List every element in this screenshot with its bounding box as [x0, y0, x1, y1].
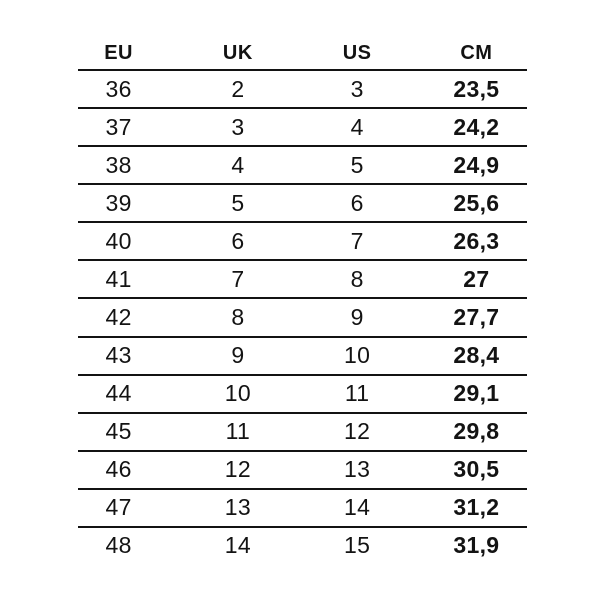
table-row — [59, 70, 536, 108]
table-row — [59, 298, 536, 336]
cell-cm: 28,4 — [453, 342, 500, 369]
table-header-row — [59, 36, 536, 70]
cell-uk: 11 — [225, 418, 251, 445]
cell-cm: 24,9 — [453, 151, 500, 178]
cell-eu: 45 — [105, 418, 132, 445]
cell-eu: 40 — [105, 227, 132, 254]
cell-cm: 27 — [463, 265, 490, 292]
cell-uk: 6 — [231, 227, 245, 254]
cell-eu: 39 — [105, 189, 132, 216]
cell-eu: 42 — [105, 304, 132, 330]
cell-cm: 31,9 — [453, 532, 500, 559]
cell-eu: 36 — [105, 75, 132, 102]
cell-us: 6 — [350, 189, 364, 216]
cell-us: 4 — [350, 113, 364, 140]
cell-eu: 41 — [105, 265, 132, 292]
cell-eu: 44 — [105, 380, 132, 407]
cell-eu: 46 — [105, 456, 132, 483]
table-row — [59, 260, 536, 298]
cell-us: 13 — [344, 456, 371, 483]
cell-us: 10 — [344, 342, 371, 369]
size-conversion-table — [59, 36, 536, 565]
column-header-us: US — [342, 41, 372, 64]
cell-eu: 37 — [105, 113, 132, 140]
table-row — [59, 527, 536, 565]
cell-cm: 23,5 — [453, 75, 500, 102]
table-row — [59, 337, 536, 375]
cell-us: 5 — [350, 151, 364, 178]
cell-us: 12 — [344, 418, 371, 445]
cell-uk: 9 — [231, 342, 245, 369]
column-header-uk: UK — [222, 41, 253, 64]
table-row — [59, 489, 536, 527]
cell-us: 3 — [350, 75, 364, 102]
cell-eu: 43 — [105, 342, 132, 369]
table-row — [59, 184, 536, 222]
cell-cm: 31,2 — [453, 494, 500, 521]
table-row — [59, 375, 536, 413]
cell-cm: 26,3 — [453, 227, 500, 254]
cell-uk: 13 — [224, 494, 251, 521]
cell-cm: 29,1 — [453, 380, 500, 407]
cell-cm: 24,2 — [453, 113, 500, 140]
cell-us: 8 — [350, 265, 364, 292]
column-header-eu: EU — [104, 41, 134, 64]
cell-us: 7 — [350, 227, 364, 254]
cell-uk: 12 — [224, 456, 251, 483]
cell-us: 11 — [344, 380, 370, 407]
cell-cm: 27,7 — [453, 304, 500, 330]
cell-uk: 5 — [231, 189, 245, 216]
cell-uk: 14 — [224, 532, 251, 559]
table-row — [59, 146, 536, 184]
cell-us: 9 — [350, 304, 364, 330]
cell-eu: 47 — [105, 494, 132, 521]
cell-uk: 7 — [231, 265, 245, 292]
table-row — [59, 413, 536, 451]
table-row — [59, 222, 536, 260]
cell-eu: 38 — [105, 151, 132, 178]
cell-cm: 25,6 — [453, 189, 500, 216]
cell-us: 15 — [344, 532, 371, 559]
cell-uk: 2 — [231, 75, 245, 102]
cell-eu: 48 — [105, 532, 132, 559]
cell-cm: 29,8 — [453, 418, 500, 445]
column-header-cm: CM — [460, 41, 493, 64]
cell-cm: 30,5 — [453, 456, 500, 483]
cell-us: 14 — [344, 494, 371, 521]
cell-uk: 8 — [231, 304, 245, 330]
cell-uk: 3 — [231, 113, 245, 140]
cell-uk: 10 — [224, 380, 251, 407]
cell-uk: 4 — [231, 151, 245, 178]
table-row — [59, 451, 536, 489]
table-row — [59, 108, 536, 146]
table-body — [59, 70, 536, 565]
